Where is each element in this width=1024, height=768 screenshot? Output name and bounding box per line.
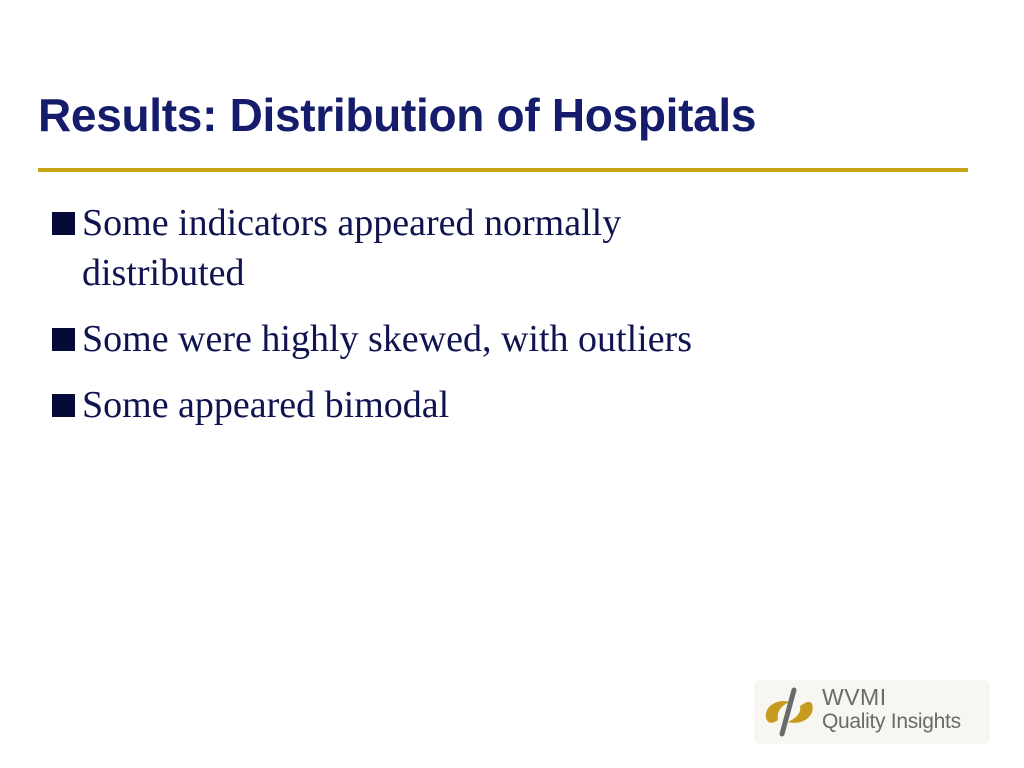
bullet-item <box>50 314 850 364</box>
bullet-list <box>50 198 850 446</box>
bullet-item <box>50 380 850 430</box>
logo-wordmark-bottom: Quality Insights <box>822 710 961 733</box>
square-bullet-icon <box>52 394 75 417</box>
logo-wordmark-top: WVMI <box>822 684 887 710</box>
title-divider <box>38 168 968 172</box>
slide-title: Results: Distribution of Hospitals <box>38 89 757 141</box>
bullet-text: Some were highly skewed, with outliers <box>82 318 693 360</box>
bullet-item <box>50 198 762 298</box>
logo-swoosh-icon <box>760 684 818 740</box>
bullet-text: Some indicators appeared normally distributed <box>82 202 622 294</box>
square-bullet-icon <box>52 212 75 235</box>
wvmi-logo <box>754 680 990 744</box>
square-bullet-icon <box>52 328 75 351</box>
bullet-text: Some appeared bimodal <box>82 384 450 426</box>
